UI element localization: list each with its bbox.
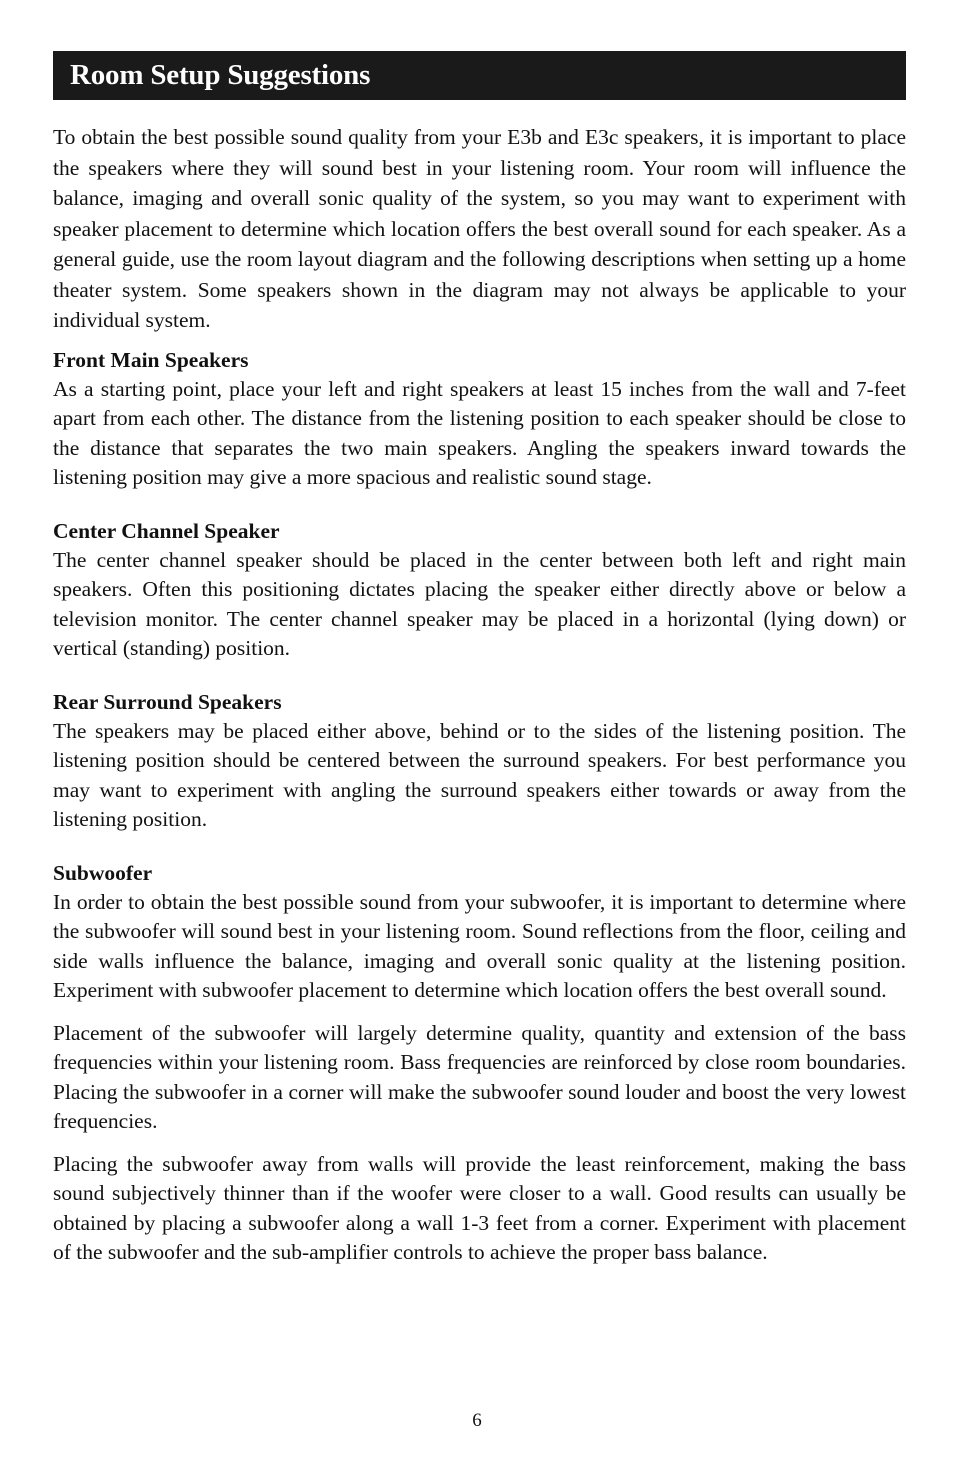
section-paragraph: Placement of the subwoofer will largely determine quality, quantity and extension of the bass frequencies within your listening room. Bass frequencies are reinforced by close room boundaries. Placing the subwoofer in a corner will make the subwoofer sound louder and boost the very lowest frequencies. (53, 1020, 906, 1133)
section-heading: Rear Surround Speakers (53, 689, 282, 714)
page-content (53, 122, 906, 1268)
section-paragraph: Placing the subwoofer away from walls will provide the least reinforcement, making the bass sound subjectively thinner than if the woofer were closer to a wall. Good results can usually be obtained by placing a subwoofer along a wall 1-3 feet from a corner. Experiment with placement of the subwoofer and the sub-amplifier controls to achieve the proper bass balance. (53, 1151, 906, 1264)
section-subwoofer (53, 859, 906, 1268)
section-heading: Front Main Speakers (53, 347, 249, 372)
page-number: 6 (472, 1410, 482, 1431)
section-paragraph: In order to obtain the best possible sound from your subwoofer, it is important to determine where the subwoofer will sound best in your listening room. Sound reflections from the floor, ceiling and side walls influence the balance, imaging and overall sonic quality at the listening position. Experiment with subwoofer placement to determine which location offers the best overall sound. (53, 889, 906, 1002)
section-front-main-speakers (53, 346, 906, 493)
section-heading: Subwoofer (53, 860, 153, 885)
intro-paragraph: To obtain the best possible sound quality from your E3b and E3c speakers, it is important to place the speakers where they will sound best in your listening room. Your room will influence the balance, imaging and overall sonic quality of the system, so you may want to experiment with speaker placement to determine which location offers the best overall sound for each speaker. As a general guide, use the room layout diagram and the following descriptions when setting up a home theater system. Some speakers shown in the diagram may not always be applicable to your individual system. (53, 125, 906, 332)
section-paragraph: As a starting point, place your left and right speakers at least 15 inches from the wall and 7-feet apart from each other. The distance from the listening position to each speaker should be close to the distance that separates the two main speakers. Angling the speakers inward towards the listening position may give a more spacious and realistic sound stage. (53, 376, 906, 489)
document-page (53, 51, 906, 1292)
section-paragraph: The center channel speaker should be placed in the center between both left and right main speakers. Often this positioning dictates placing the speaker either directly above or below a television monitor. The center channel speaker may be placed in a horizontal (lying down) or vertical (standing) position. (53, 547, 906, 660)
section-center-channel-speaker (53, 517, 906, 664)
section-paragraph: The speakers may be placed either above, behind or to the sides of the listening position. The listening position should be centered between the surround speakers. For best performance you may want to experiment with angling the surround speakers either towards or away from the listening position. (53, 718, 906, 831)
page-title: Room Setup Suggestions (70, 59, 371, 91)
section-rear-surround-speakers (53, 688, 906, 835)
title-bar (53, 51, 906, 100)
section-heading: Center Channel Speaker (53, 518, 280, 543)
